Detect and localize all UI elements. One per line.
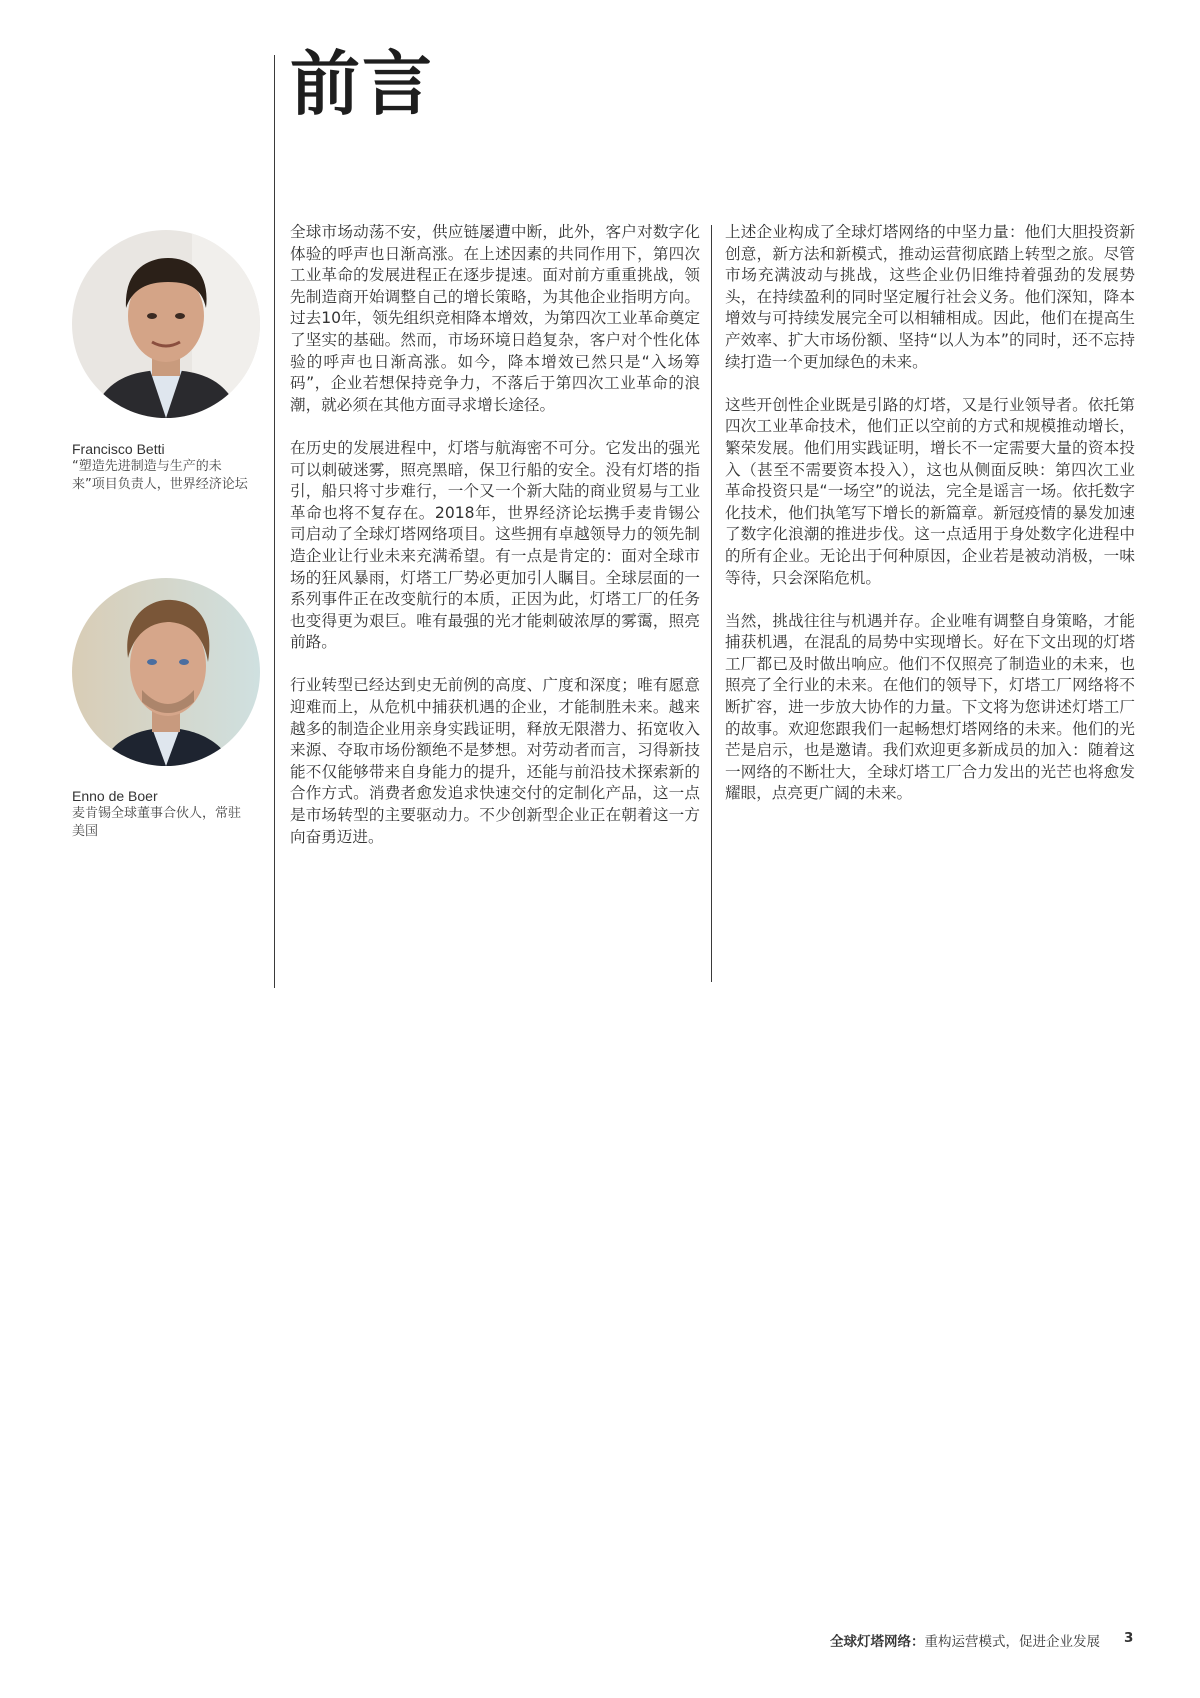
paragraph: 上述企业构成了全球灯塔网络的中坚力量：他们大胆投资新创意，新方法和新模式，推动运营彻底踏上转型之旅。尽管市场充满波动与挑战，这些企业仍旧维持着强劲的发展势头，在持续盈利的同时坚定履行社会义务。他们深知，降本增效与可持续发展完全可以相辅相成。因此，他们在提高生产效率、扩大市场份额、坚持“以人为本”的同时，还不忘持续打造一个更加绿色的未来。 — [725, 223, 1135, 371]
publication-title — [830, 1630, 1100, 1650]
page-number: 3 — [1124, 1630, 1134, 1646]
avatar-francisco-betti — [72, 230, 260, 418]
page-footer — [0, 1630, 1200, 1650]
paragraph: 在历史的发展进程中，灯塔与航海密不可分。它发出的强光可以刺破迷雾，照亮黑暗，保卫行船的安全。没有灯塔的指引，船只将寸步难行，一个又一个新大陆的商业贸易与工业革命也将不复存在。2018年，世界经济论坛携手麦肯锡公司启动了全球灯塔网络项目。这些拥有卓越领导力的领先制造企业让行业未来充满希望。有一点是肯定的：面对全球市场的狂风暴雨，灯塔工厂势必更加引人瞩目。全球层面的一系列事件正在改变航行的本质，正因为此，灯塔工厂的任务也变得更为艰巨。唯有最强的光才能刺破浓厚的雾霭，照亮前路。 — [290, 438, 700, 652]
paragraph: 这些开创性企业既是引路的灯塔，又是行业领导者。依托第四次工业革命技术，他们正以空前的方式和规模推动增长，繁荣发展。他们用实践证明，增长不一定需要大量的资本投入（甚至不需要资本投入），这也从侧面反映：第四次工业革命投资只是“一场空”的说法，完全是谣言一场。依托数字化技术，他们执笔写下增长的新篇章。新冠疫情的暴发加速了数字化浪潮的推进步伐。这一点适用于身处数字化进程中的所有企业。无论出于何种原因，企业若是被动消极，一味等待，只会深陷危机。 — [725, 395, 1135, 587]
author-caption-enno-de-boer — [72, 787, 252, 841]
column-divider-rule — [711, 225, 712, 982]
paragraph: 当然，挑战往往与机遇并存。企业唯有调整自身策略，才能捕获机遇，在混乱的局势中实现增长。好在下文出现的灯塔工厂都已及时做出响应。他们不仅照亮了制造业的未来，也照亮了全行业的未来。在他们的领导下，灯塔工厂网络将不断扩容，进一步放大协作的力量。下文将为您讲述灯塔工厂的故事。欢迎您跟我们一起畅想灯塔网络的未来。他们的光芒是启示，也是邀请。我们欢迎更多新成员的加入：随着这一网络的不断壮大，全球灯塔工厂合力发出的光芒也将愈发耀眼，点亮更广阔的未来。 — [725, 611, 1135, 803]
page-title: 前言 — [290, 43, 434, 125]
paragraph: 行业转型已经达到史无前例的高度、广度和深度；唯有愿意迎难而上，从危机中捕获机遇的企业，才能制胜未来。越来越多的制造企业用亲身实践证明，释放无限潜力、拓宽收入来源、夺取市场份额绝不是梦想。对劳动者而言，习得新技能不仅能够带来自身能力的提升，还能与前沿技术探索新的合作方式。消费者愈发追求快速交付的定制化产品，这一点是市场转型的主要驱动力。不少创新型企业正在朝着这一方向奋勇迈进。 — [290, 676, 700, 846]
publication-title-bold: 全球灯塔网络： — [830, 1634, 925, 1650]
author-caption-francisco-betti — [72, 440, 252, 494]
left-vertical-rule — [274, 55, 275, 988]
author-name: Francisco Betti — [72, 441, 165, 457]
publication-title-rest: 重构运营模式，促进企业发展 — [924, 1634, 1100, 1650]
portrait-photo-icon — [72, 578, 260, 766]
portrait-photo-icon — [72, 230, 260, 418]
paragraph: 全球市场动荡不安，供应链屡遭中断，此外，客户对数字化体验的呼声也日渐高涨。在上述因素的共同作用下，第四次工业革命的发展进程正在逐步提速。面对前方重重挑战，领先制造商开始调整自己的增长策略，为其他企业指明方向。过去10年，领先组织竞相降本增效，为第四次工业革命奠定了坚实的基础。然而，市场环境日趋复杂，客户对个性化体验的呼声也日渐高涨。如今，降本增效已然只是“入场筹码”，企业若想保持竞争力，不落后于第四次工业革命的浪潮，就必须在其他方面寻求增长途径。 — [290, 223, 700, 414]
author-role: “塑造先进制造与生产的未来”项目负责人，世界经济论坛 — [72, 459, 248, 492]
avatar-enno-de-boer — [72, 578, 260, 766]
body-column-right — [725, 222, 1135, 827]
author-role: 麦肯锡全球董事合伙人，常驻美国 — [72, 806, 242, 839]
author-name: Enno de Boer — [72, 788, 158, 804]
body-column-left — [290, 222, 700, 870]
